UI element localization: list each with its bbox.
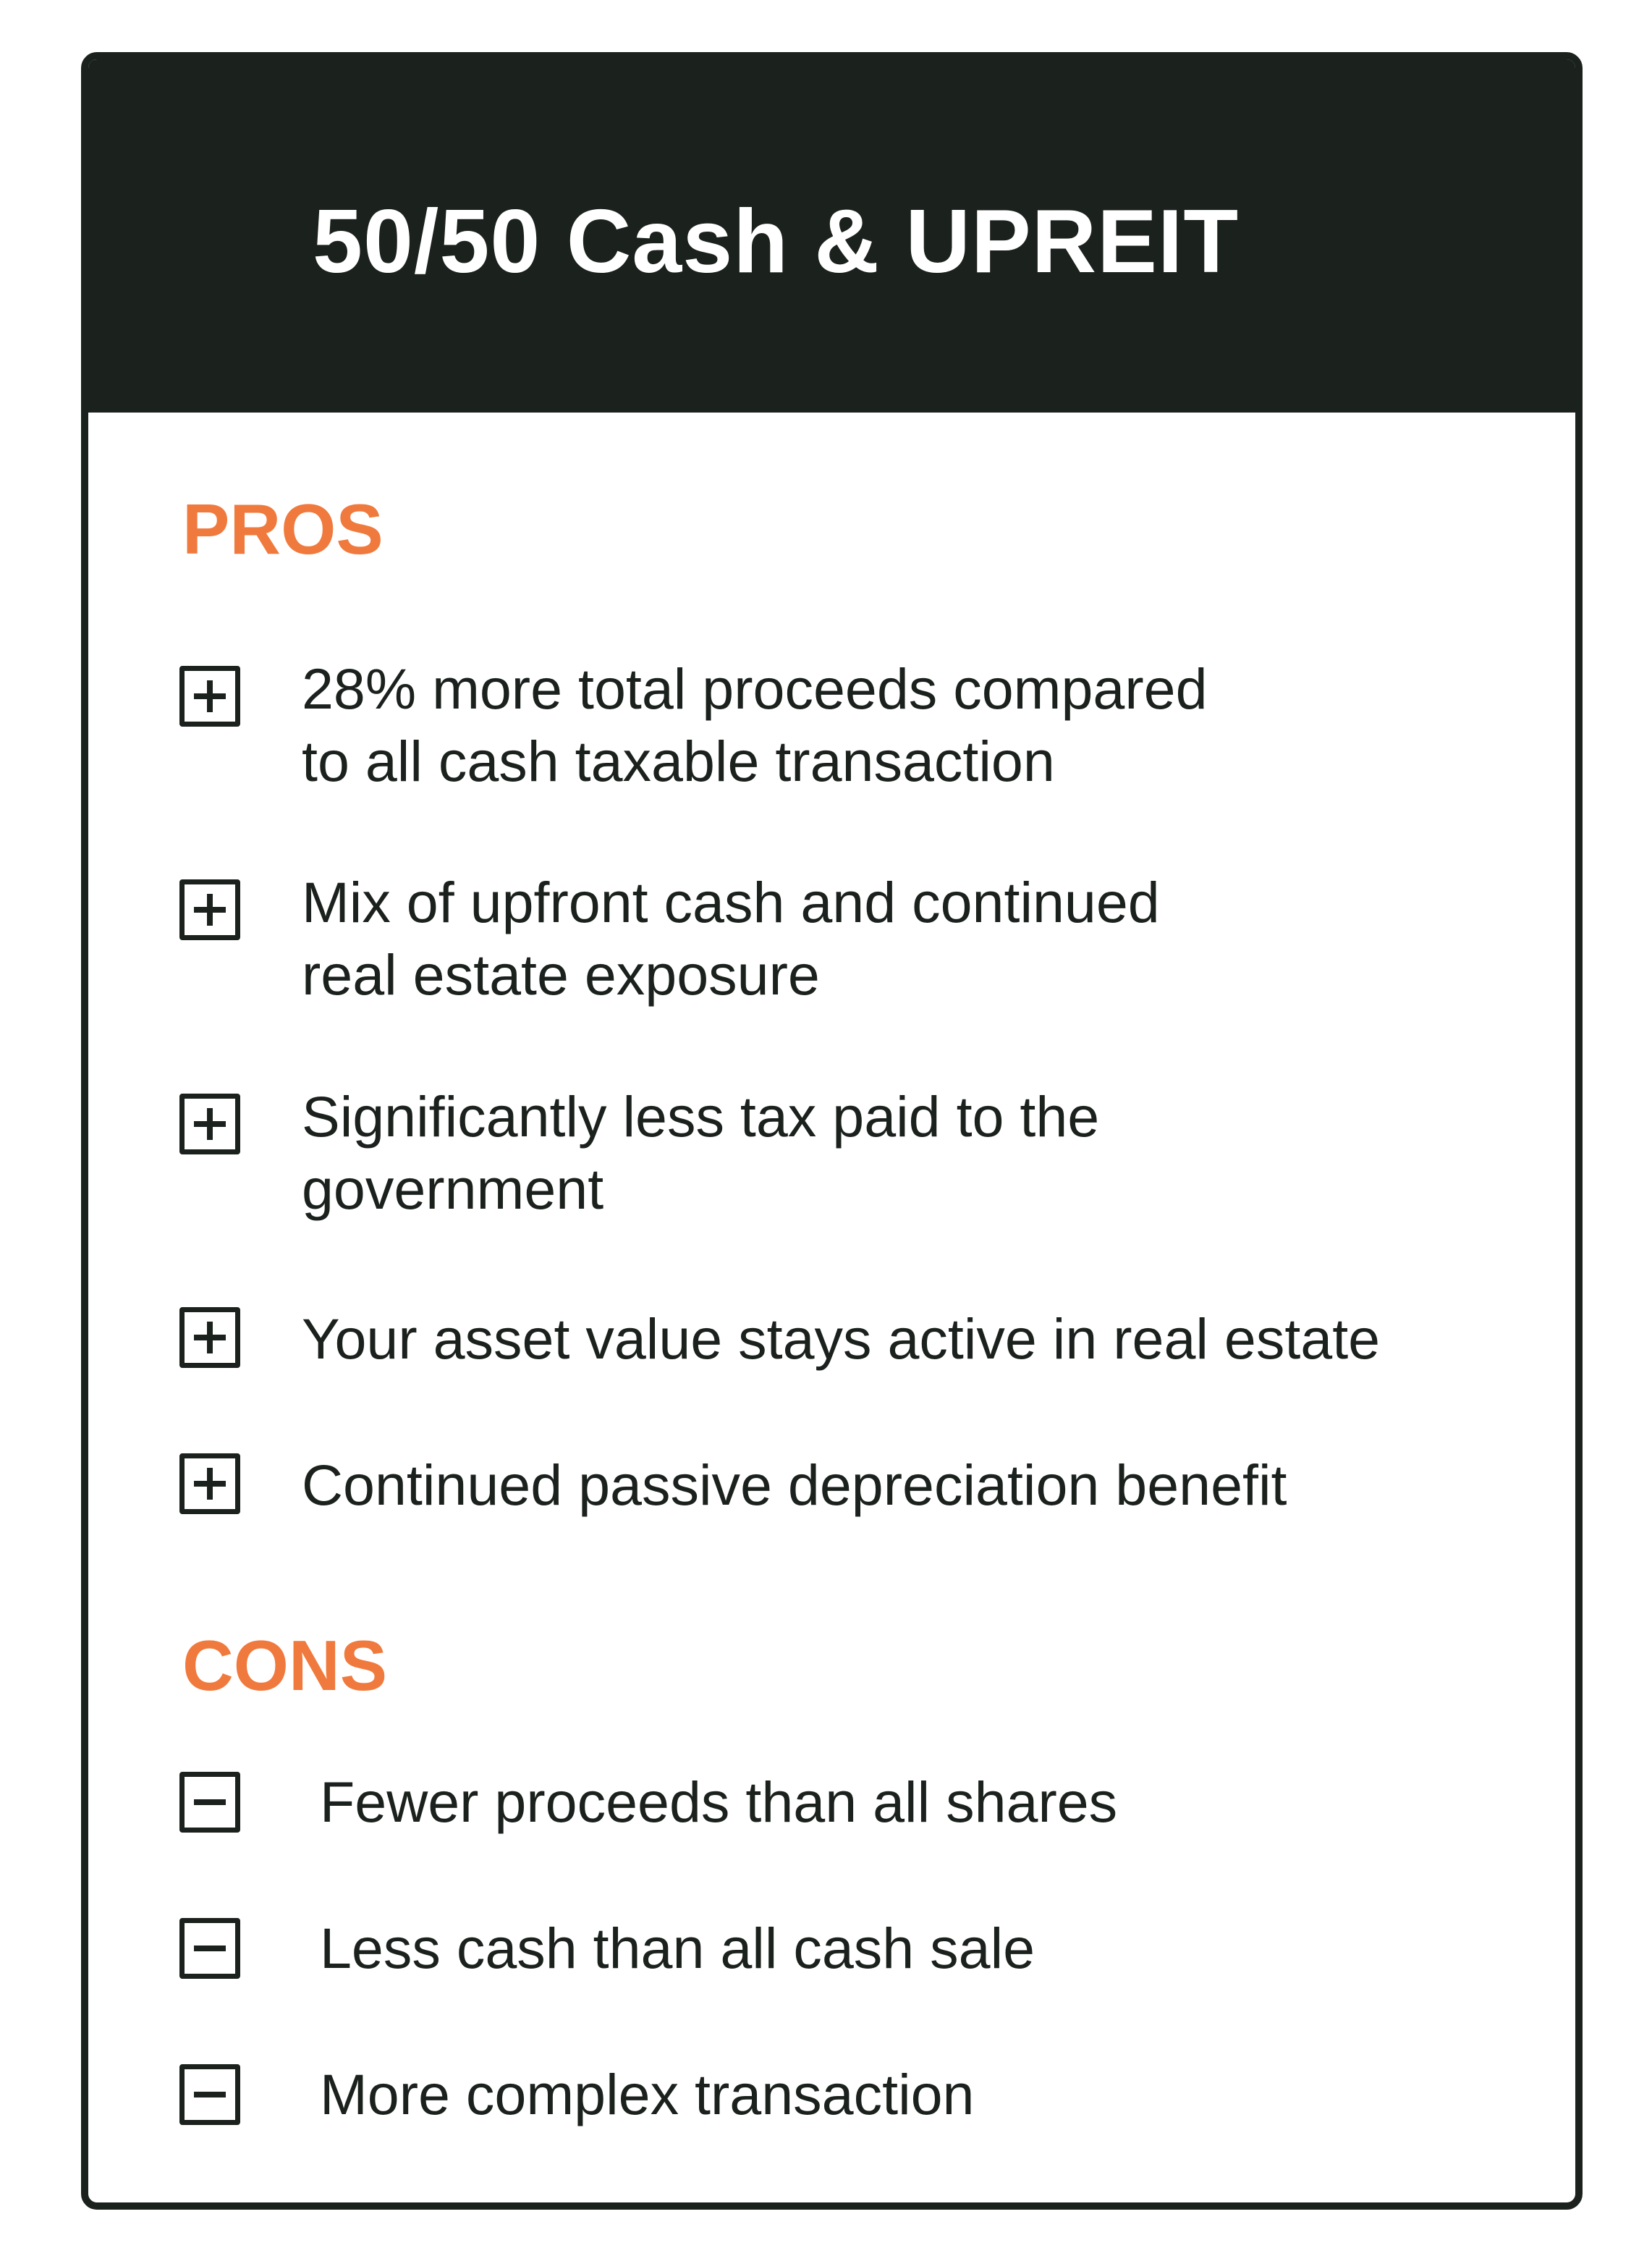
minus-square-icon xyxy=(179,1772,240,1833)
plus-square-icon xyxy=(179,879,240,940)
pros-item-text: Your asset value stays active in real estate xyxy=(302,1306,1381,1371)
cons-item-text: More complex transaction xyxy=(320,2062,975,2126)
card-title: 50/50 Cash & UPREIT xyxy=(313,192,1240,292)
minus-square-icon xyxy=(179,2064,240,2125)
minus-square-icon xyxy=(179,1918,240,1979)
card-header xyxy=(88,59,1575,413)
plus-square-icon xyxy=(179,666,240,727)
cons-heading: CONS xyxy=(182,1626,388,1705)
cons-item-text: Fewer proceeds than all shares xyxy=(320,1770,1118,1834)
pros-item-text: 28% more total proceeds compared to all cash taxable transaction xyxy=(302,656,1208,793)
pros-item-text: Continued passive depreciation benefit xyxy=(302,1453,1287,1517)
plus-square-icon xyxy=(179,1094,240,1154)
pros-item-text: Significantly less tax paid to the government xyxy=(302,1084,1100,1221)
comparison-card xyxy=(81,52,1583,2210)
plus-square-icon xyxy=(179,1307,240,1368)
cons-item-text: Less cash than all cash sale xyxy=(320,1916,1035,1980)
plus-square-icon xyxy=(179,1453,240,1514)
pros-heading: PROS xyxy=(182,489,384,569)
pros-item-text: Mix of upfront cash and continued real estate exposure xyxy=(302,870,1160,1007)
